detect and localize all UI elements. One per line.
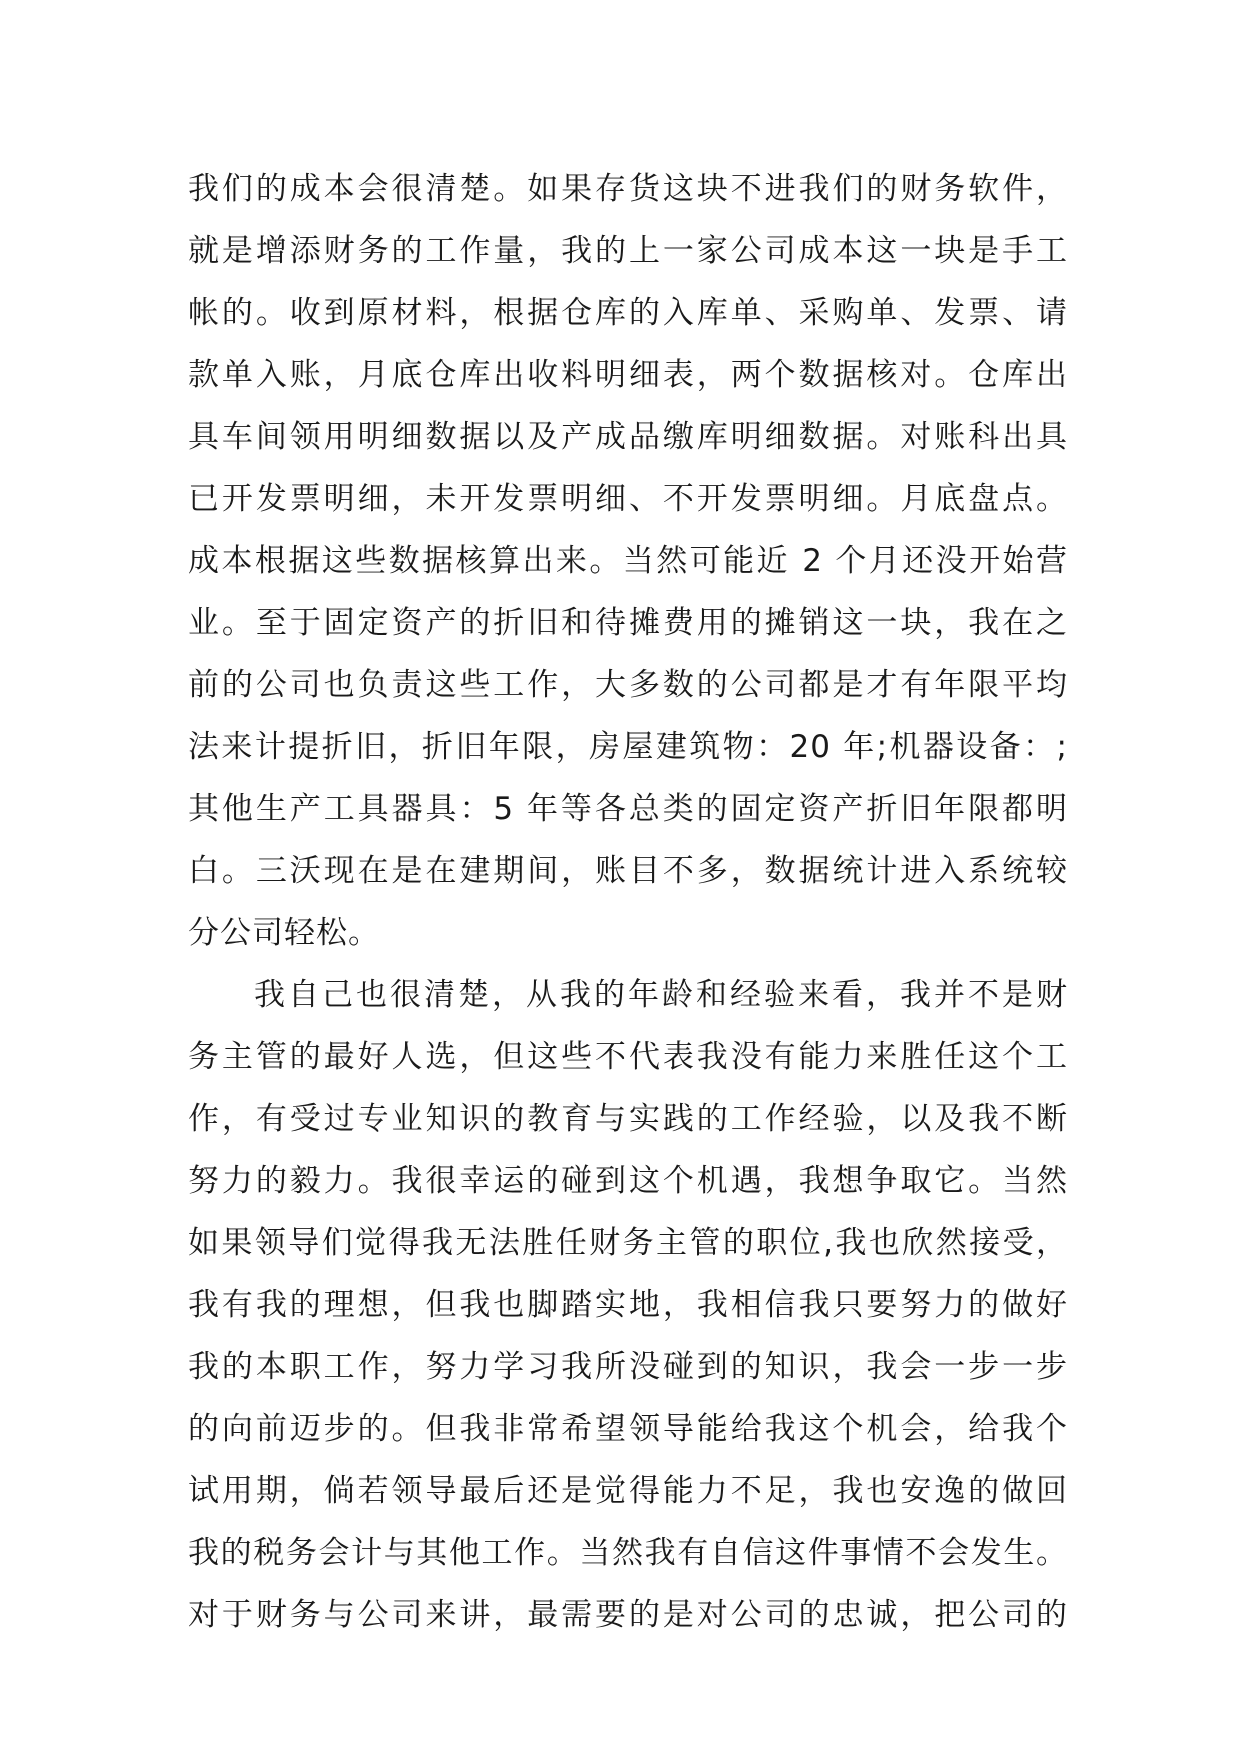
document-body — [188, 158, 1068, 1646]
text-line: 就是增添财务的工作量，我的上一家公司成本这一块是手工 — [188, 233, 1068, 269]
text-line: 白。三沃现在是在建期间，账目不多，数据统计进入系统较 — [188, 853, 1068, 889]
paragraph-2 — [188, 964, 1068, 1646]
text-line: 试用期，倘若领导最后还是觉得能力不足，我也安逸的做回 — [188, 1473, 1068, 1509]
text-line: 成本根据这些数据核算出来。当然可能近 2 个月还没开始营 — [188, 543, 1068, 579]
text-line: 业。至于固定资产的折旧和待摊费用的摊销这一块，我在之 — [188, 605, 1068, 641]
text-line: 的向前迈步的。但我非常希望领导能给我这个机会，给我个 — [188, 1411, 1068, 1447]
text-line: 前的公司也负责这些工作，大多数的公司都是才有年限平均 — [188, 667, 1068, 703]
text-line: 如果领导们觉得我无法胜任财务主管的职位,我也欣然接受， — [188, 1225, 1068, 1261]
text-line: 我的本职工作，努力学习我所没碰到的知识，我会一步一步 — [188, 1349, 1068, 1385]
text-line: 作，有受过专业知识的教育与实践的工作经验，以及我不断 — [188, 1101, 1068, 1137]
text-line: 分公司轻松。 — [188, 915, 380, 951]
text-line: 对于财务与公司来讲，最需要的是对公司的忠诚，把公司的 — [188, 1597, 1068, 1633]
text-line: 努力的毅力。我很幸运的碰到这个机遇，我想争取它。当然 — [188, 1163, 1068, 1199]
text-line: 已开发票明细，未开发票明细、不开发票明细。月底盘点。 — [188, 481, 1068, 517]
text-line: 务主管的最好人选，但这些不代表我没有能力来胜任这个工 — [188, 1039, 1068, 1075]
text-line: 其他生产工具器具：5 年等各总类的固定资产折旧年限都明 — [188, 791, 1068, 827]
text-line: 帐的。收到原材料，根据仓库的入库单、采购单、发票、请 — [188, 295, 1068, 331]
text-line: 法来计提折旧，折旧年限，房屋建筑物：20 年;机器设备：; — [188, 729, 1068, 765]
text-line: 具车间领用明细数据以及产成品缴库明细数据。对账科出具 — [188, 419, 1068, 455]
paragraph-1 — [188, 158, 1068, 964]
text-line: 我们的成本会很清楚。如果存货这块不进我们的财务软件， — [188, 171, 1068, 207]
text-line: 我的税务会计与其他工作。当然我有自信这件事情不会发生。 — [188, 1535, 1068, 1571]
text-line: 款单入账，月底仓库出收料明细表，两个数据核对。仓库出 — [188, 357, 1068, 393]
text-line: 我自己也很清楚，从我的年龄和经验来看，我并不是财 — [254, 977, 1068, 1013]
text-line: 我有我的理想，但我也脚踏实地，我相信我只要努力的做好 — [188, 1287, 1068, 1323]
